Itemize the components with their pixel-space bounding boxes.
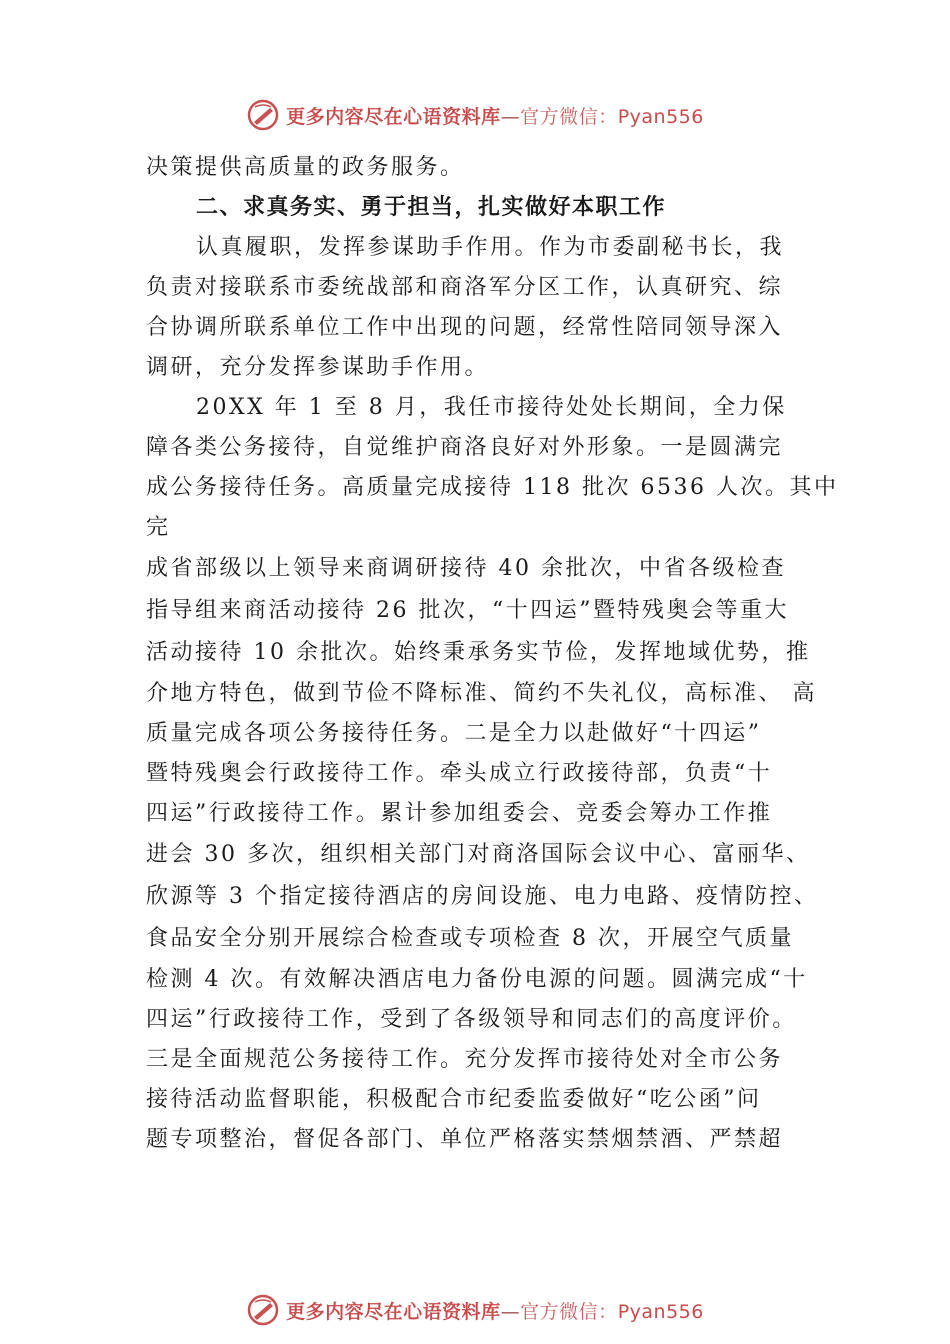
- section-heading: 二、求真务实、勇于担当，扎实做好本职工作: [196, 195, 667, 220]
- text-line: 合协调所联系单位工作中出现的问题，经常性陪同领导深入: [146, 315, 784, 340]
- document-body: [146, 148, 839, 1160]
- text-line: 进会 30 多次，组织相关部门对商洛国际会议中心、富丽华、: [146, 842, 811, 867]
- text-line: 质量完成各项公务接待任务。二是全力以赴做好“十四运”: [146, 721, 762, 746]
- watermark-wechat-id: Pyan556: [617, 105, 704, 128]
- watermark-logo-icon: [246, 1293, 280, 1327]
- text-line: 介地方特色，做到节俭不降标准、简约不失礼仪，高标准、 高: [146, 681, 817, 706]
- text-line: 成公务接待任务。高质量完成接待 118 批次 6536 人次。其中: [146, 475, 839, 500]
- paragraph-first-line: 认真履职，发挥参谋助手作用。作为市委副秘书长，我: [196, 235, 785, 260]
- text-line: 完: [146, 515, 171, 540]
- watermark-text: [286, 102, 704, 129]
- text-line: 成省部级以上领导来商调研接待 40 余批次，中省各级检查: [146, 556, 786, 581]
- text-line: 指导组来商活动接待 26 批次，“十四运”暨特残奥会等重大: [146, 598, 789, 623]
- watermark-brand: 更多内容尽在心语资料库: [286, 1300, 501, 1323]
- text-line: 接待活动监督职能，积极配合市纪委监委做好“吃公函”问: [146, 1087, 762, 1112]
- watermark-separator: —: [500, 105, 521, 128]
- watermark-brand: 更多内容尽在心语资料库: [286, 105, 501, 128]
- paragraph-first-line: 20XX 年 1 至 8 月，我任市接待处处长期间，全力保: [196, 395, 787, 420]
- text-line: 障各类公务接待，自觉维护商洛良好对外形象。一是圆满完: [146, 435, 784, 460]
- text-line: 题专项整治，督促各部门、单位严格落实禁烟禁酒、严禁超: [146, 1127, 784, 1152]
- footer-watermark: [0, 1290, 950, 1330]
- text-line: 四运”行政接待工作，受到了各级领导和同志们的高度评价。: [146, 1007, 797, 1032]
- text-line: 调研，充分发挥参谋助手作用。: [146, 355, 490, 380]
- text-line: 食品安全分别开展综合检查或专项检查 8 次，开展空气质量: [146, 926, 794, 951]
- header-watermark: [0, 95, 950, 135]
- text-line: 活动接待 10 余批次。始终秉承务实节俭，发挥地域优势，推: [146, 640, 811, 665]
- watermark-text: [286, 1297, 704, 1324]
- text-line: 三是全面规范公务接待工作。充分发挥市接待处对全市公务: [146, 1047, 784, 1072]
- watermark-wechat-label: 官方微信：: [520, 1300, 618, 1323]
- text-line: 检测 4 次。有效解决酒店电力备份电源的问题。圆满完成“十: [146, 967, 808, 992]
- text-line: 决策提供高质量的政务服务。: [146, 155, 465, 180]
- watermark-wechat-id: Pyan556: [617, 1300, 704, 1323]
- watermark-separator: —: [500, 1300, 521, 1323]
- watermark-logo-icon: [246, 98, 280, 132]
- text-line: 负责对接联系市委统战部和商洛军分区工作，认真研究、综: [146, 275, 784, 300]
- text-line: 暨特残奥会行政接待工作。牵头成立行政接待部，负责“十: [146, 761, 773, 786]
- watermark-wechat-label: 官方微信：: [520, 105, 618, 128]
- text-line: 欣源等 3 个指定接待酒店的房间设施、电力电路、疫情防控、: [146, 884, 819, 909]
- text-line: 四运”行政接待工作。累计参加组委会、竞委会筹办工作推: [146, 801, 773, 826]
